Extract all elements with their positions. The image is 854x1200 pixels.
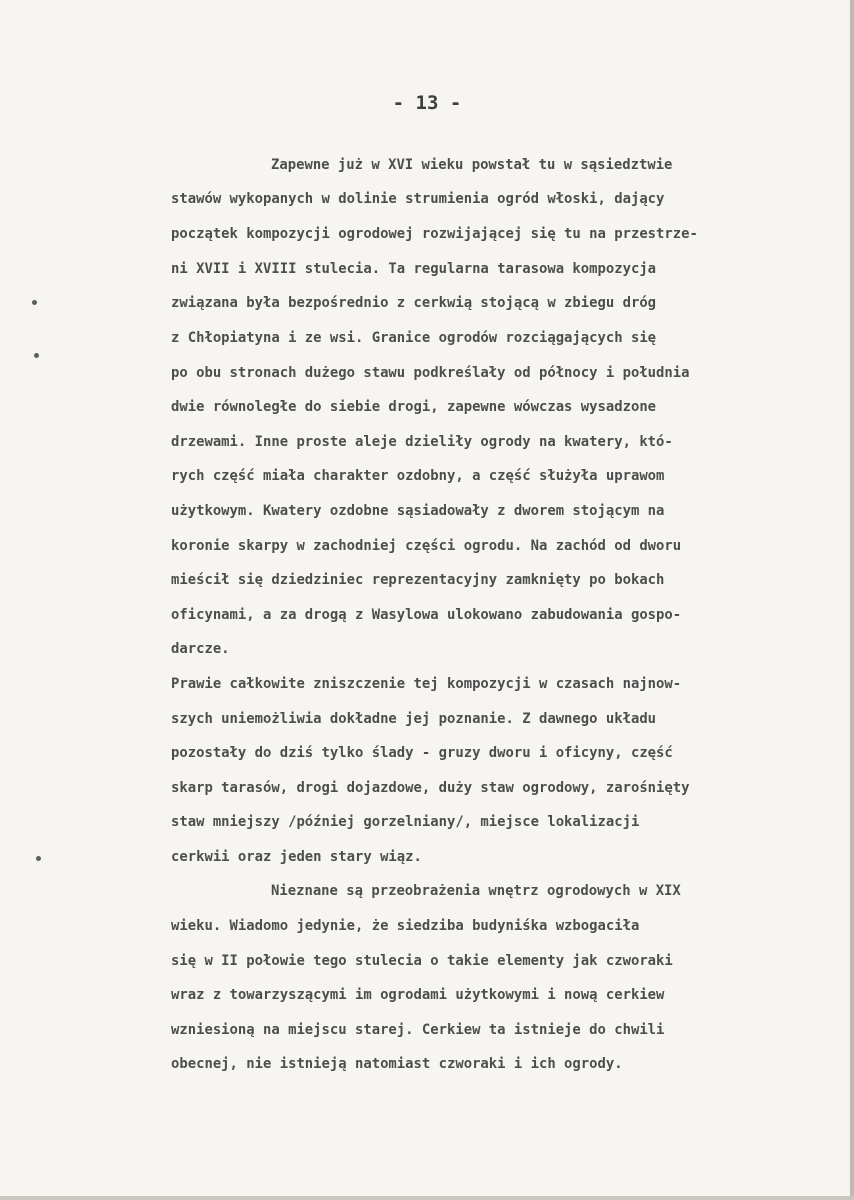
text-line: się w II połowie tego stulecia o takie elementy jak czworaki — [171, 953, 673, 969]
margin-punch-hole — [32, 300, 37, 305]
text-line: cerkwii oraz jeden stary wiąz. — [171, 849, 422, 865]
page-edge-right — [850, 0, 854, 1200]
text-line: staw mniejszy /później gorzelniany/, miejsce lokalizacji — [171, 814, 640, 830]
text-line: Nieznane są przeobrażenia wnętrz ogrodowych w XIX — [271, 883, 681, 899]
text-line: ni XVII i XVIII stulecia. Ta regularna tarasowa kompozycja — [171, 261, 657, 277]
margin-punch-hole — [34, 353, 39, 358]
text-line: wzniesioną na miejscu starej. Cerkiew ta istnieje do chwili — [171, 1022, 665, 1038]
text-line: mieścił się dziedziniec reprezentacyjny zamknięty po bokach — [171, 572, 665, 588]
text-line: stawów wykopanych w dolinie strumienia ogród włoski, dający — [171, 191, 665, 207]
text-line: Prawie całkowite zniszczenie tej kompozycji w czasach najnow- — [171, 676, 682, 692]
text-line: koronie skarpy w zachodniej części ogrodu. Na zachód od dworu — [171, 538, 682, 554]
margin-punch-hole — [36, 856, 41, 861]
text-line: z Chłopiatyna i ze wsi. Granice ogrodów rozciągających się — [171, 330, 657, 346]
text-line: drzewami. Inne proste aleje dzieliły ogrody na kwatery, któ- — [171, 434, 673, 450]
text-line: obecnej, nie istnieją natomiast czworaki i ich ogrody. — [171, 1056, 623, 1072]
text-line: wieku. Wiadomo jedynie, że siedziba budyniśka wzbogaciła — [171, 918, 640, 934]
text-line: dwie równoległe do siebie drogi, zapewne wówczas wysadzone — [171, 399, 657, 415]
text-line: skarp tarasów, drogi dojazdowe, duży staw ogrodowy, zarośnięty — [171, 780, 690, 796]
text-line: Zapewne już w XVI wieku powstał tu w sąsiedztwie — [271, 157, 673, 173]
text-line: użytkowym. Kwatery ozdobne sąsiadowały z dworem stojącym na — [171, 503, 665, 519]
text-line: wraz z towarzyszącymi im ogrodami użytkowymi i nową cerkiew — [171, 987, 665, 1003]
text-line: szych uniemożliwia dokładne jej poznanie. Z dawnego układu — [171, 711, 657, 727]
text-line: oficynami, a za drogą z Wasylowa ulokowano zabudowania gospo- — [171, 607, 682, 623]
text-line: pozostały do dziś tylko ślady - gruzy dworu i oficyny, część — [171, 745, 673, 761]
text-line: darcze. — [171, 641, 230, 657]
text-line: rych część miała charakter ozdobny, a część służyła uprawom — [171, 468, 665, 484]
page-edge-bottom — [0, 1196, 854, 1200]
text-line: po obu stronach dużego stawu podkreślały od północy i południa — [171, 365, 690, 381]
text-line: związana była bezpośrednio z cerkwią stojącą w zbiegu dróg — [171, 295, 657, 311]
page-number: - 13 - — [392, 92, 462, 114]
text-line: początek kompozycji ogrodowej rozwijającej się tu na przestrze- — [171, 226, 698, 242]
